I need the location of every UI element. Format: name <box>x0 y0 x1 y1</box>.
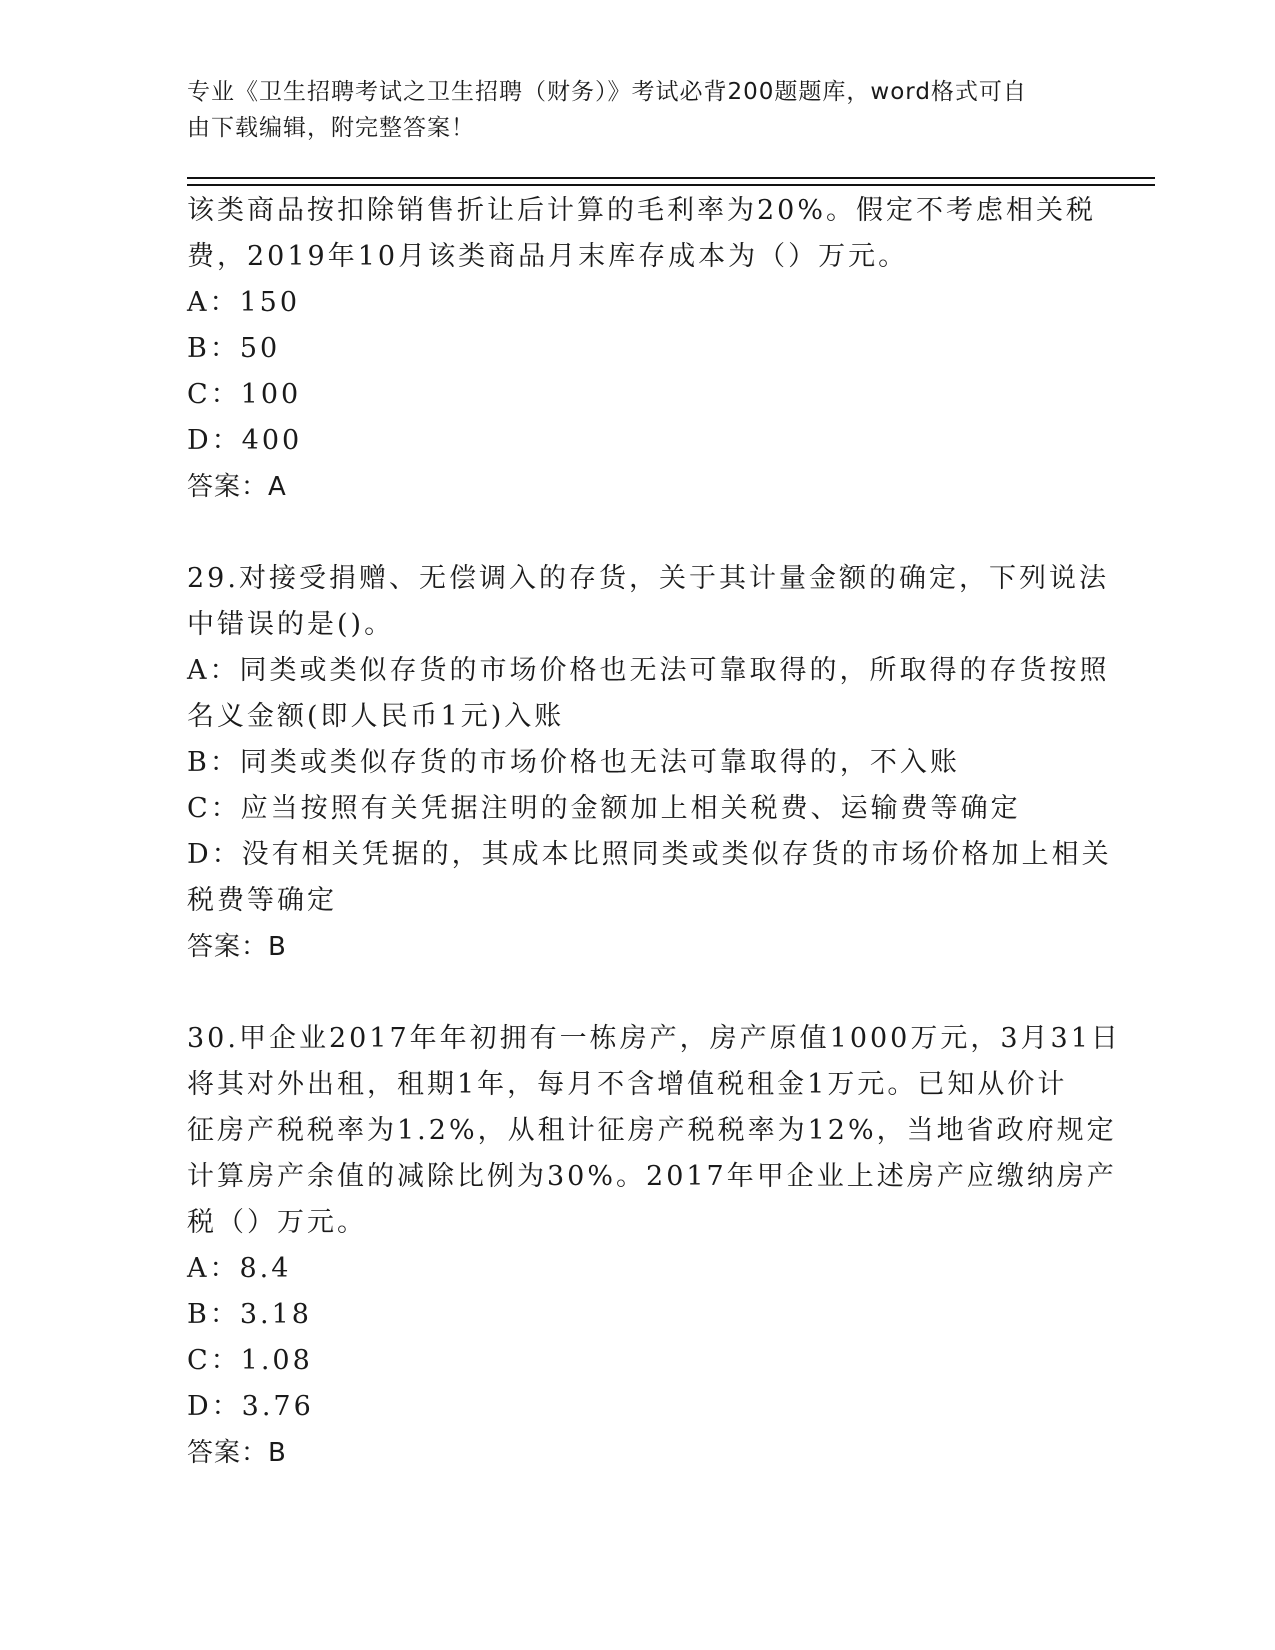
question-stem-line: 将其对外出租，租期1年，每月不含增值税租金1万元。已知从价计 <box>187 1069 1068 1100</box>
option-c: C：应当按照有关凭据注明的金额加上相关税费、运输费等确定 <box>187 793 1021 824</box>
question-stem-line: 中错误的是()。 <box>187 609 395 640</box>
spacer <box>187 510 1087 556</box>
question-stem-line: 税（）万元。 <box>187 1207 367 1238</box>
question-29 <box>187 556 1112 970</box>
question-stem-line: 该类商品按扣除销售折让后计算的毛利率为20%。假定不考虑相关税 <box>187 195 1097 226</box>
header-rule-top <box>187 177 1155 179</box>
option-d-continued: 税费等确定 <box>187 885 337 916</box>
spacer <box>187 970 1087 1016</box>
option-a: A：同类或类似存货的市场价格也无法可靠取得的，所取得的存货按照 <box>187 655 1110 686</box>
option-d: D：3.76 <box>187 1391 314 1422</box>
option-a: A：8.4 <box>187 1253 292 1284</box>
question-stem-line: 计算房产余值的减除比例为30%。2017年甲企业上述房产应缴纳房产 <box>187 1161 1117 1192</box>
option-d: D：400 <box>187 425 303 456</box>
answer-label: 答案：B <box>187 1438 287 1468</box>
question-stem-line: 征房产税税率为1.2%，从租计征房产税税率为12%，当地省政府规定 <box>187 1115 1117 1146</box>
option-b: B：同类或类似存货的市场价格也无法可靠取得的，不入账 <box>187 747 960 778</box>
answer-label: 答案：B <box>187 932 287 962</box>
question-28 <box>187 188 1097 510</box>
option-b: B：50 <box>187 333 281 364</box>
question-stem-line: 费，2019年10月该类商品月末库存成本为（）万元。 <box>187 241 909 272</box>
header-rule-bottom <box>187 184 1155 186</box>
document-header <box>187 74 1087 146</box>
option-b: B：3.18 <box>187 1299 312 1330</box>
question-30 <box>187 1016 1121 1476</box>
header-line-1: 专业《卫生招聘考试之卫生招聘（财务）》考试必背200题题库，word格式可自 <box>187 79 1027 105</box>
question-list <box>187 188 1121 1476</box>
question-stem-line: 29.对接受捐赠、无偿调入的存货，关于其计量金额的确定，下列说法 <box>187 563 1109 594</box>
header-line-2: 由下载编辑，附完整答案！ <box>187 115 475 141</box>
option-c: C：1.08 <box>187 1345 313 1376</box>
option-c: C：100 <box>187 379 302 410</box>
option-d: D：没有相关凭据的，其成本比照同类或类似存货的市场价格加上相关 <box>187 839 1112 870</box>
option-a: A：150 <box>187 287 301 318</box>
option-a-continued: 名义金额(即人民币1元)入账 <box>187 701 565 732</box>
question-stem-line: 30.甲企业2017年年初拥有一栋房产，房产原值1000万元，3月31日 <box>187 1023 1121 1054</box>
answer-label: 答案：A <box>187 472 287 502</box>
